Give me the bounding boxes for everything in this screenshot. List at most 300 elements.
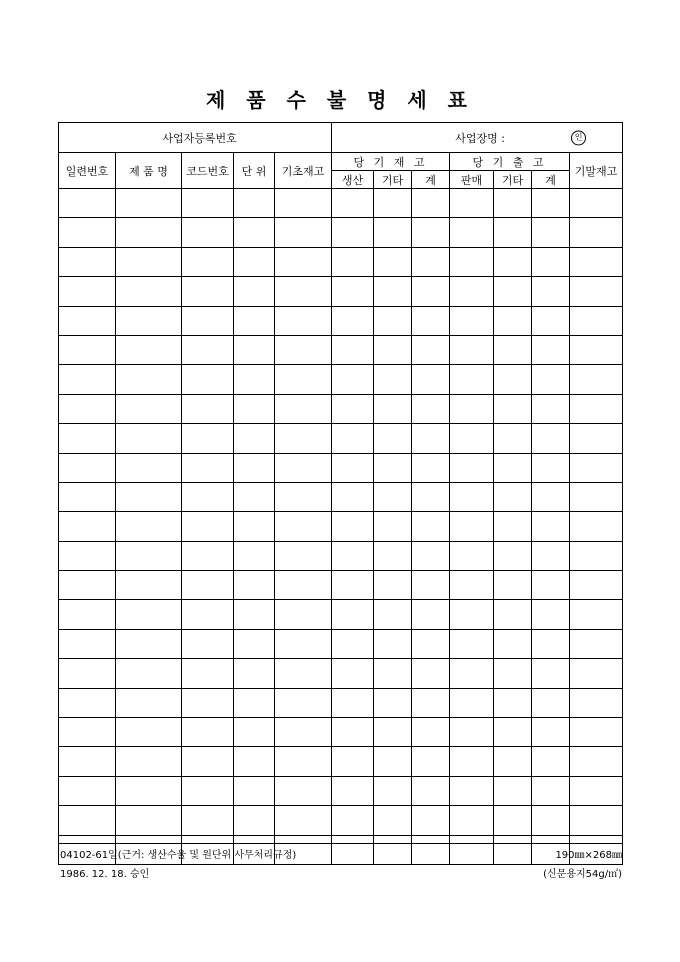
footer xyxy=(58,846,622,884)
table-cell[interactable] xyxy=(332,776,374,805)
table-cell[interactable] xyxy=(532,512,570,541)
table-cell[interactable] xyxy=(374,659,412,688)
table-cell[interactable] xyxy=(182,747,234,776)
table-row xyxy=(59,806,623,835)
table-cell[interactable] xyxy=(59,424,116,453)
table-cell[interactable] xyxy=(494,453,532,482)
table-cell[interactable] xyxy=(234,365,275,394)
table-cell[interactable] xyxy=(494,659,532,688)
page-title: 제 품 수 불 명 세 표 xyxy=(205,88,475,112)
table-cell[interactable] xyxy=(182,571,234,600)
table-cell[interactable] xyxy=(412,571,450,600)
table-cell[interactable] xyxy=(234,394,275,423)
col-header-current-in-other: 기타 xyxy=(374,171,412,189)
table-cell[interactable] xyxy=(332,189,374,218)
business-number-cell[interactable]: 사업자등록번호 xyxy=(59,123,332,153)
table-cell[interactable] xyxy=(234,453,275,482)
table-cell[interactable] xyxy=(532,306,570,335)
table-cell[interactable] xyxy=(59,482,116,511)
table-cell[interactable] xyxy=(570,629,623,658)
table-cell[interactable] xyxy=(275,776,332,805)
table-cell[interactable] xyxy=(275,394,332,423)
table-cell[interactable] xyxy=(532,806,570,835)
table-cell[interactable] xyxy=(450,335,494,364)
table-cell[interactable] xyxy=(570,453,623,482)
table-cell[interactable] xyxy=(59,541,116,570)
table-cell[interactable] xyxy=(59,335,116,364)
table-cell[interactable] xyxy=(332,512,374,541)
col-header-unit: 단 위 xyxy=(234,153,275,189)
table-cell[interactable] xyxy=(494,424,532,453)
table-cell[interactable] xyxy=(182,218,234,247)
table-cell[interactable] xyxy=(182,306,234,335)
table-cell[interactable] xyxy=(570,747,623,776)
table-cell[interactable] xyxy=(59,394,116,423)
table-cell[interactable] xyxy=(450,747,494,776)
table-cell[interactable] xyxy=(570,482,623,511)
table-cell[interactable] xyxy=(234,806,275,835)
table-cell[interactable] xyxy=(412,306,450,335)
table-cell[interactable] xyxy=(275,688,332,717)
table-cell[interactable] xyxy=(374,747,412,776)
table-cell[interactable] xyxy=(532,482,570,511)
table-cell[interactable] xyxy=(332,571,374,600)
table-cell[interactable] xyxy=(412,277,450,306)
table-cell[interactable] xyxy=(412,218,450,247)
table-cell[interactable] xyxy=(332,718,374,747)
table-cell[interactable] xyxy=(116,629,182,658)
table-cell[interactable] xyxy=(570,541,623,570)
footer-line-2 xyxy=(58,865,622,884)
table-cell[interactable] xyxy=(332,365,374,394)
table-cell[interactable] xyxy=(59,247,116,276)
table-cell[interactable] xyxy=(59,453,116,482)
table-cell[interactable] xyxy=(275,482,332,511)
form-code-text: 04102-61일(근거: 생산수율 및 원단위 사무처리규정) xyxy=(60,850,297,861)
table-cell[interactable] xyxy=(59,659,116,688)
table-cell[interactable] xyxy=(570,659,623,688)
table-cell[interactable] xyxy=(532,189,570,218)
table-row xyxy=(59,247,623,276)
table-cell[interactable] xyxy=(412,247,450,276)
table-row xyxy=(59,482,623,511)
table-cell[interactable] xyxy=(450,512,494,541)
table-cell[interactable] xyxy=(494,277,532,306)
table-cell[interactable] xyxy=(532,335,570,364)
table-cell[interactable] xyxy=(570,394,623,423)
table-cell[interactable] xyxy=(275,247,332,276)
table-cell[interactable] xyxy=(234,718,275,747)
table-cell[interactable] xyxy=(494,306,532,335)
table-cell[interactable] xyxy=(59,629,116,658)
table-cell[interactable] xyxy=(450,365,494,394)
table-cell[interactable] xyxy=(494,688,532,717)
table-cell[interactable] xyxy=(275,747,332,776)
table-cell[interactable] xyxy=(570,718,623,747)
table-cell[interactable] xyxy=(182,424,234,453)
table-cell[interactable] xyxy=(570,571,623,600)
table-cell[interactable] xyxy=(532,541,570,570)
table-cell[interactable] xyxy=(182,600,234,629)
table-cell[interactable] xyxy=(182,806,234,835)
table-cell[interactable] xyxy=(494,512,532,541)
table-cell[interactable] xyxy=(182,541,234,570)
table-cell[interactable] xyxy=(412,512,450,541)
table-cell[interactable] xyxy=(450,189,494,218)
table-cell[interactable] xyxy=(275,218,332,247)
table-cell[interactable] xyxy=(494,541,532,570)
table-cell[interactable] xyxy=(116,365,182,394)
table-cell[interactable] xyxy=(275,277,332,306)
table-cell[interactable] xyxy=(412,659,450,688)
table-cell[interactable] xyxy=(374,247,412,276)
table-cell[interactable] xyxy=(182,394,234,423)
table-cell[interactable] xyxy=(494,482,532,511)
table-cell[interactable] xyxy=(275,189,332,218)
table-cell[interactable] xyxy=(412,600,450,629)
table-cell[interactable] xyxy=(116,247,182,276)
table-cell[interactable] xyxy=(374,453,412,482)
table-cell[interactable] xyxy=(450,600,494,629)
col-header-current-in-group: 당 기 재 고 xyxy=(332,153,450,171)
col-header-beginning-stock: 기초재고 xyxy=(275,153,332,189)
table-cell[interactable] xyxy=(332,629,374,658)
table-cell[interactable] xyxy=(234,688,275,717)
table-cell[interactable] xyxy=(182,629,234,658)
col-header-product-name: 제 품 명 xyxy=(116,153,182,189)
table-cell[interactable] xyxy=(275,600,332,629)
table-cell[interactable] xyxy=(234,424,275,453)
table-cell[interactable] xyxy=(182,277,234,306)
table-cell[interactable] xyxy=(412,776,450,805)
table-cell[interactable] xyxy=(450,659,494,688)
table-cell[interactable] xyxy=(59,600,116,629)
table-cell[interactable] xyxy=(234,335,275,364)
table-cell[interactable] xyxy=(275,806,332,835)
table-cell[interactable] xyxy=(494,365,532,394)
table-cell[interactable] xyxy=(59,306,116,335)
table-cell[interactable] xyxy=(494,600,532,629)
table-cell[interactable] xyxy=(412,718,450,747)
table-cell[interactable] xyxy=(570,424,623,453)
table-cell[interactable] xyxy=(275,424,332,453)
table-cell[interactable] xyxy=(374,189,412,218)
table-cell[interactable] xyxy=(275,512,332,541)
table-cell[interactable] xyxy=(116,541,182,570)
table-cell[interactable] xyxy=(412,806,450,835)
table-cell[interactable] xyxy=(412,629,450,658)
table-cell[interactable] xyxy=(374,541,412,570)
table-cell[interactable] xyxy=(570,218,623,247)
table-cell[interactable] xyxy=(450,688,494,717)
table-row xyxy=(59,718,623,747)
table-cell[interactable] xyxy=(275,659,332,688)
table-cell[interactable] xyxy=(182,512,234,541)
table-cell[interactable] xyxy=(450,277,494,306)
table-cell[interactable] xyxy=(116,806,182,835)
table-cell[interactable] xyxy=(494,776,532,805)
table-cell[interactable] xyxy=(412,747,450,776)
table-cell[interactable] xyxy=(532,776,570,805)
table-cell[interactable] xyxy=(532,688,570,717)
table-cell[interactable] xyxy=(374,277,412,306)
table-cell[interactable] xyxy=(450,541,494,570)
table-cell[interactable] xyxy=(59,218,116,247)
table-cell[interactable] xyxy=(234,482,275,511)
table-cell[interactable] xyxy=(570,512,623,541)
table-cell[interactable] xyxy=(494,335,532,364)
table-cell[interactable] xyxy=(412,482,450,511)
table-cell[interactable] xyxy=(374,482,412,511)
table-cell[interactable] xyxy=(59,718,116,747)
table-cell[interactable] xyxy=(116,277,182,306)
table-cell[interactable] xyxy=(450,218,494,247)
table-cell[interactable] xyxy=(532,571,570,600)
table-row xyxy=(59,776,623,805)
table-cell[interactable] xyxy=(275,541,332,570)
col-header-current-out-other: 기타 xyxy=(494,171,532,189)
table-cell[interactable] xyxy=(182,718,234,747)
table-cell[interactable] xyxy=(116,776,182,805)
table-cell[interactable] xyxy=(374,365,412,394)
table-body xyxy=(59,189,623,865)
table-row xyxy=(59,335,623,364)
table-cell[interactable] xyxy=(412,365,450,394)
table-cell[interactable] xyxy=(570,365,623,394)
table-cell[interactable] xyxy=(59,747,116,776)
table-cell[interactable] xyxy=(412,541,450,570)
table-cell[interactable] xyxy=(570,306,623,335)
table-cell[interactable] xyxy=(494,629,532,658)
table-cell[interactable] xyxy=(412,335,450,364)
table-cell[interactable] xyxy=(234,277,275,306)
table-cell[interactable] xyxy=(450,453,494,482)
table-cell[interactable] xyxy=(450,482,494,511)
form-table-wrapper xyxy=(58,122,622,865)
table-cell[interactable] xyxy=(332,424,374,453)
paper-size-text: 190㎜×268㎜ xyxy=(555,850,622,861)
table-cell[interactable] xyxy=(59,365,116,394)
table-cell[interactable] xyxy=(275,718,332,747)
table-cell[interactable] xyxy=(234,189,275,218)
table-cell[interactable] xyxy=(275,306,332,335)
table-cell[interactable] xyxy=(570,247,623,276)
table-cell[interactable] xyxy=(532,718,570,747)
table-cell[interactable] xyxy=(182,189,234,218)
table-cell[interactable] xyxy=(532,394,570,423)
table-cell[interactable] xyxy=(234,306,275,335)
table-cell[interactable] xyxy=(116,482,182,511)
table-cell[interactable] xyxy=(182,247,234,276)
table-cell[interactable] xyxy=(532,453,570,482)
table-row xyxy=(59,512,623,541)
table-cell[interactable] xyxy=(332,688,374,717)
table-cell[interactable] xyxy=(116,453,182,482)
table-cell[interactable] xyxy=(116,659,182,688)
table-cell[interactable] xyxy=(374,776,412,805)
table-cell[interactable] xyxy=(450,806,494,835)
table-cell[interactable] xyxy=(116,571,182,600)
table-cell[interactable] xyxy=(570,688,623,717)
table-cell[interactable] xyxy=(450,718,494,747)
table-cell[interactable] xyxy=(59,688,116,717)
table-cell[interactable] xyxy=(234,629,275,658)
table-cell[interactable] xyxy=(570,277,623,306)
table-cell[interactable] xyxy=(116,600,182,629)
table-cell[interactable] xyxy=(374,718,412,747)
table-cell[interactable] xyxy=(450,629,494,658)
table-cell[interactable] xyxy=(332,541,374,570)
table-cell[interactable] xyxy=(116,335,182,364)
table-row xyxy=(59,306,623,335)
table-cell[interactable] xyxy=(182,365,234,394)
col-header-current-in-production: 생산 xyxy=(332,171,374,189)
table-cell[interactable] xyxy=(374,629,412,658)
table-cell[interactable] xyxy=(59,806,116,835)
table-cell[interactable] xyxy=(182,776,234,805)
table-cell[interactable] xyxy=(570,189,623,218)
table-cell[interactable] xyxy=(494,218,532,247)
table-cell[interactable] xyxy=(234,659,275,688)
table-cell[interactable] xyxy=(450,571,494,600)
table-cell[interactable] xyxy=(234,571,275,600)
table-cell[interactable] xyxy=(116,688,182,717)
table-cell[interactable] xyxy=(182,335,234,364)
table-cell[interactable] xyxy=(332,306,374,335)
table-cell[interactable] xyxy=(116,394,182,423)
table-cell[interactable] xyxy=(412,189,450,218)
table-cell[interactable] xyxy=(234,541,275,570)
table-cell[interactable] xyxy=(570,335,623,364)
table-cell[interactable] xyxy=(570,806,623,835)
table-cell[interactable] xyxy=(494,806,532,835)
table-cell[interactable] xyxy=(374,512,412,541)
table-cell[interactable] xyxy=(332,247,374,276)
table-cell[interactable] xyxy=(234,218,275,247)
table-cell[interactable] xyxy=(234,747,275,776)
table-cell[interactable] xyxy=(494,394,532,423)
table-cell[interactable] xyxy=(182,482,234,511)
table-cell[interactable] xyxy=(234,247,275,276)
table-cell[interactable] xyxy=(116,189,182,218)
table-row xyxy=(59,424,623,453)
table-cell[interactable] xyxy=(332,394,374,423)
table-cell[interactable] xyxy=(332,659,374,688)
table-cell[interactable] xyxy=(116,306,182,335)
business-info-row xyxy=(59,123,623,153)
table-cell[interactable] xyxy=(450,776,494,805)
table-cell[interactable] xyxy=(494,747,532,776)
table-cell[interactable] xyxy=(374,335,412,364)
table-cell[interactable] xyxy=(234,776,275,805)
table-cell[interactable] xyxy=(570,600,623,629)
table-cell[interactable] xyxy=(374,600,412,629)
table-cell[interactable] xyxy=(275,453,332,482)
table-cell[interactable] xyxy=(332,453,374,482)
table-cell[interactable] xyxy=(332,218,374,247)
table-cell[interactable] xyxy=(494,189,532,218)
table-cell[interactable] xyxy=(532,747,570,776)
table-cell[interactable] xyxy=(494,247,532,276)
table-cell[interactable] xyxy=(116,512,182,541)
table-cell[interactable] xyxy=(275,335,332,364)
table-cell[interactable] xyxy=(332,806,374,835)
table-cell[interactable] xyxy=(532,629,570,658)
table-cell[interactable] xyxy=(182,688,234,717)
table-cell[interactable] xyxy=(332,482,374,511)
table-cell[interactable] xyxy=(412,424,450,453)
table-cell[interactable] xyxy=(570,776,623,805)
business-name-label: 사업장명 : xyxy=(455,131,505,145)
table-cell[interactable] xyxy=(450,306,494,335)
table-cell[interactable] xyxy=(332,277,374,306)
table-cell[interactable] xyxy=(275,365,332,394)
table-cell[interactable] xyxy=(450,394,494,423)
table-cell[interactable] xyxy=(532,659,570,688)
table-cell[interactable] xyxy=(59,277,116,306)
business-name-cell[interactable] xyxy=(332,123,623,153)
table-cell[interactable] xyxy=(494,571,532,600)
table-cell[interactable] xyxy=(332,335,374,364)
table-cell[interactable] xyxy=(532,600,570,629)
table-cell[interactable] xyxy=(374,218,412,247)
table-cell[interactable] xyxy=(116,218,182,247)
table-cell[interactable] xyxy=(59,189,116,218)
table-cell[interactable] xyxy=(59,776,116,805)
table-cell[interactable] xyxy=(275,629,332,658)
table-cell[interactable] xyxy=(532,277,570,306)
table-row xyxy=(59,629,623,658)
table-row xyxy=(59,453,623,482)
table-cell[interactable] xyxy=(450,424,494,453)
footer-divider xyxy=(58,843,622,844)
table-cell[interactable] xyxy=(494,718,532,747)
table-cell[interactable] xyxy=(374,688,412,717)
table-cell[interactable] xyxy=(332,600,374,629)
col-header-seq: 일련번호 xyxy=(59,153,116,189)
table-cell[interactable] xyxy=(59,571,116,600)
table-row xyxy=(59,218,623,247)
seal-icon: 인 xyxy=(571,130,586,145)
table-cell[interactable] xyxy=(234,512,275,541)
table-cell[interactable] xyxy=(374,394,412,423)
table-cell[interactable] xyxy=(182,659,234,688)
table-cell[interactable] xyxy=(182,453,234,482)
table-cell[interactable] xyxy=(116,747,182,776)
paper-type-text: (신문용지54g/㎡) xyxy=(543,869,622,880)
table-row xyxy=(59,571,623,600)
table-cell[interactable] xyxy=(532,365,570,394)
table-cell[interactable] xyxy=(374,571,412,600)
table-cell[interactable] xyxy=(332,747,374,776)
table-cell[interactable] xyxy=(532,424,570,453)
table-cell[interactable] xyxy=(234,600,275,629)
table-cell[interactable] xyxy=(374,424,412,453)
table-cell[interactable] xyxy=(59,512,116,541)
table-cell[interactable] xyxy=(374,306,412,335)
table-cell[interactable] xyxy=(450,247,494,276)
table-cell[interactable] xyxy=(412,394,450,423)
table-cell[interactable] xyxy=(412,453,450,482)
table-cell[interactable] xyxy=(532,247,570,276)
table-cell[interactable] xyxy=(374,806,412,835)
table-cell[interactable] xyxy=(532,218,570,247)
table-cell[interactable] xyxy=(412,688,450,717)
col-header-ending-stock: 기말재고 xyxy=(570,153,623,189)
table-cell[interactable] xyxy=(116,718,182,747)
table-cell[interactable] xyxy=(116,424,182,453)
table-cell[interactable] xyxy=(275,571,332,600)
